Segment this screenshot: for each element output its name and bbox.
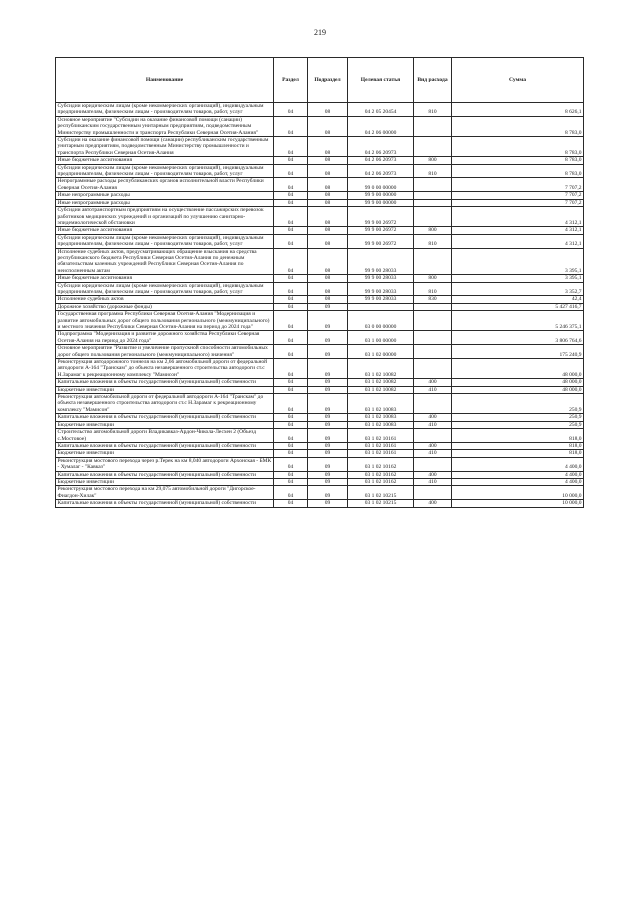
row-section: 04 bbox=[274, 471, 308, 478]
row-name: Капитальные вложения в объекты государственной (муниципальной) собственности bbox=[56, 379, 274, 386]
row-expense-type: 400 bbox=[414, 471, 452, 478]
row-expense-type: 810 bbox=[414, 282, 452, 296]
row-name: Реконструкция мостового перехода на км 29,075 автомобильной дороги "Дигорское-Фиагдон-Хилак" bbox=[56, 486, 274, 500]
row-expense-type bbox=[414, 192, 452, 199]
row-amount: 7 707,2 bbox=[452, 178, 584, 192]
row-expense-type bbox=[414, 394, 452, 414]
table-row bbox=[56, 157, 584, 164]
row-subsection: 08 bbox=[308, 282, 348, 296]
row-name: Бюджетные инвестиции bbox=[56, 478, 274, 485]
row-target-article: 03 1 02 10162 bbox=[348, 457, 414, 471]
row-subsection: 09 bbox=[308, 311, 348, 331]
row-target-article: 03 1 02 10161 bbox=[348, 429, 414, 443]
row-target-article: 03 1 02 10215 bbox=[348, 500, 414, 507]
row-expense-type: 400 bbox=[414, 500, 452, 507]
row-section: 04 bbox=[274, 421, 308, 428]
row-amount: 818,0 bbox=[452, 442, 584, 449]
row-subsection: 09 bbox=[308, 471, 348, 478]
row-expense-type: 810 bbox=[414, 234, 452, 248]
row-subsection: 09 bbox=[308, 394, 348, 414]
row-section: 04 bbox=[274, 311, 308, 331]
row-expense-type bbox=[414, 331, 452, 345]
row-name: Капитальные вложения в объекты государственной (муниципальной) собственности bbox=[56, 471, 274, 478]
row-target-article bbox=[348, 303, 414, 310]
row-target-article: 04 2 06 20973 bbox=[348, 137, 414, 157]
table-row bbox=[56, 296, 584, 303]
table-row bbox=[56, 457, 584, 471]
table-row bbox=[56, 386, 584, 393]
row-section: 04 bbox=[274, 345, 308, 359]
row-subsection: 09 bbox=[308, 379, 348, 386]
row-target-article: 03 0 00 00000 bbox=[348, 311, 414, 331]
row-name: Капитальные вложения в объекты государственной (муниципальной) собственности bbox=[56, 500, 274, 507]
row-section: 04 bbox=[274, 331, 308, 345]
table-row bbox=[56, 331, 584, 345]
row-subsection: 08 bbox=[308, 248, 348, 275]
row-amount: 250,9 bbox=[452, 394, 584, 414]
table-row bbox=[56, 275, 584, 282]
row-target-article: 04 2 06 00000 bbox=[348, 116, 414, 136]
row-name: Непрограммные расходы республиканских органов исполнительной власти Республики Северная Осетия-Алания bbox=[56, 178, 274, 192]
row-section: 04 bbox=[274, 429, 308, 443]
row-expense-type: 410 bbox=[414, 450, 452, 457]
table-row bbox=[56, 282, 584, 296]
row-subsection: 08 bbox=[308, 199, 348, 206]
row-name: Бюджетные инвестиции bbox=[56, 386, 274, 393]
row-subsection: 09 bbox=[308, 414, 348, 421]
row-section: 04 bbox=[274, 116, 308, 136]
row-section: 04 bbox=[274, 450, 308, 457]
row-expense-type: 800 bbox=[414, 275, 452, 282]
row-name: Реконструкция автодорожного тоннеля на км 2,66 автомобильной дороги от федеральной автодороги А-164 "Транскам" до объекта незавершенного строительства автодороги ст.с Н.Зарамаг к рекреационному комплексу "Мамисон" bbox=[56, 359, 274, 379]
row-section: 04 bbox=[274, 282, 308, 296]
row-name: Реконструкция автомобильной дороги от федеральной автодороги А-164 "Транскам" до объекта незавершенного строительства автодороги ст.с Н.Зарамаг к рекреационному комплексу "Мамисон" bbox=[56, 394, 274, 414]
row-expense-type bbox=[414, 116, 452, 136]
row-amount: 48 000,0 bbox=[452, 379, 584, 386]
row-expense-type: 800 bbox=[414, 157, 452, 164]
row-name: Капитальные вложения в объекты государственной (муниципальной) собственности bbox=[56, 442, 274, 449]
table-row bbox=[56, 116, 584, 136]
row-amount: 48 000,0 bbox=[452, 386, 584, 393]
row-name: Иные бюджетные ассигнования bbox=[56, 275, 274, 282]
table-row bbox=[56, 442, 584, 449]
row-name: Основное мероприятие "Субсидии на оказание финансовой помощи (санации) республиканским государственным унитарным предприятиям, подведомственным Министерству промышленности и транспорта Республики Северная Осетия-Алания" bbox=[56, 116, 274, 136]
row-subsection: 09 bbox=[308, 386, 348, 393]
row-amount: 10 000,0 bbox=[452, 486, 584, 500]
table-row bbox=[56, 429, 584, 443]
table-row bbox=[56, 500, 584, 507]
row-section: 04 bbox=[274, 296, 308, 303]
row-amount: 5 427 416,7 bbox=[452, 303, 584, 310]
row-section: 04 bbox=[274, 478, 308, 485]
row-section: 04 bbox=[274, 379, 308, 386]
row-amount: 175 240,9 bbox=[452, 345, 584, 359]
row-target-article: 03 1 02 10083 bbox=[348, 394, 414, 414]
row-section: 04 bbox=[274, 227, 308, 234]
row-target-article: 03 1 02 10082 bbox=[348, 359, 414, 379]
row-subsection: 08 bbox=[308, 157, 348, 164]
row-target-article: 04 2 06 20973 bbox=[348, 157, 414, 164]
row-name: Реконструкция мостового перехода через р.Терек на км 8,040 автодороги Архонская - БМК - Хумалаг - "Кавказ" bbox=[56, 457, 274, 471]
header-expense-type: Вид расхода bbox=[414, 58, 452, 103]
row-subsection: 08 bbox=[308, 164, 348, 178]
row-name: Подпрограмма "Модернизация и развитие дорожного хозяйства Республики Северная Осетия-Алания на период до 2024 года" bbox=[56, 331, 274, 345]
row-subsection: 08 bbox=[308, 207, 348, 227]
row-amount: 8 783,0 bbox=[452, 157, 584, 164]
row-expense-type bbox=[414, 457, 452, 471]
row-target-article: 04 2 06 20973 bbox=[348, 164, 414, 178]
row-amount: 3 806 764,6 bbox=[452, 331, 584, 345]
row-name: Субсидии юридическим лицам (кроме некоммерческих организаций), индивидуальным предпринимателям, физическим лицам - производителям товаров, работ, услуг bbox=[56, 282, 274, 296]
row-amount: 8 783,0 bbox=[452, 116, 584, 136]
row-name: Дорожное хозяйство (дорожные фонды) bbox=[56, 303, 274, 310]
row-subsection: 09 bbox=[308, 478, 348, 485]
row-expense-type: 400 bbox=[414, 379, 452, 386]
table-row bbox=[56, 486, 584, 500]
row-name: Иные непрограммные расходы bbox=[56, 199, 274, 206]
row-section: 04 bbox=[274, 394, 308, 414]
row-expense-type bbox=[414, 199, 452, 206]
row-target-article: 99 9 00 00000 bbox=[348, 192, 414, 199]
row-subsection: 08 bbox=[308, 116, 348, 136]
row-name: Основное мероприятие "Развитие и увеличение пропускной способности автомобильных дорог общего пользования регионального (межмуниципального) значения" bbox=[56, 345, 274, 359]
budget-table bbox=[55, 57, 584, 508]
row-subsection: 09 bbox=[308, 486, 348, 500]
row-amount: 3 395,1 bbox=[452, 248, 584, 275]
table-header-row bbox=[56, 58, 584, 103]
row-section: 04 bbox=[274, 103, 308, 117]
table-row bbox=[56, 311, 584, 331]
table-row bbox=[56, 359, 584, 379]
row-target-article: 99 9 00 28033 bbox=[348, 296, 414, 303]
table-row bbox=[56, 394, 584, 414]
row-amount: 8 783,0 bbox=[452, 137, 584, 157]
row-subsection: 09 bbox=[308, 442, 348, 449]
row-amount: 4 400,0 bbox=[452, 471, 584, 478]
row-expense-type: 800 bbox=[414, 227, 452, 234]
row-amount: 250,9 bbox=[452, 414, 584, 421]
row-amount: 818,0 bbox=[452, 429, 584, 443]
row-section: 04 bbox=[274, 500, 308, 507]
table-row bbox=[56, 234, 584, 248]
row-target-article: 04 2 05 20454 bbox=[348, 103, 414, 117]
table-row bbox=[56, 227, 584, 234]
row-section: 04 bbox=[274, 234, 308, 248]
row-expense-type bbox=[414, 137, 452, 157]
row-target-article: 99 9 00 28033 bbox=[348, 248, 414, 275]
row-amount: 8 626,1 bbox=[452, 103, 584, 117]
page-number: 219 bbox=[314, 28, 326, 37]
row-name: Строительство автомобильной дороги Владикавказ-Ардон-Чикола-Лесхен 2 (Объезд с.Мостовое) bbox=[56, 429, 274, 443]
row-target-article: 99 9 00 26972 bbox=[348, 207, 414, 227]
header-target-article: Целевая статья bbox=[348, 58, 414, 103]
row-amount: 7 707,2 bbox=[452, 192, 584, 199]
row-subsection: 08 bbox=[308, 103, 348, 117]
row-subsection: 09 bbox=[308, 303, 348, 310]
row-target-article: 99 9 00 00000 bbox=[348, 199, 414, 206]
row-target-article: 03 1 02 10082 bbox=[348, 386, 414, 393]
row-expense-type: 410 bbox=[414, 386, 452, 393]
row-target-article: 99 9 00 28033 bbox=[348, 282, 414, 296]
table-row bbox=[56, 421, 584, 428]
header-name: Наименование bbox=[56, 58, 274, 103]
row-expense-type bbox=[414, 486, 452, 500]
row-name: Бюджетные инвестиции bbox=[56, 421, 274, 428]
row-name: Субсидии юридическим лицам (кроме некоммерческих организаций), индивидуальным предпринимателям, физическим лицам - производителям товаров, работ, услуг bbox=[56, 103, 274, 117]
table-row bbox=[56, 164, 584, 178]
row-section: 04 bbox=[274, 457, 308, 471]
row-section: 04 bbox=[274, 248, 308, 275]
header-section: Раздел bbox=[274, 58, 308, 103]
row-subsection: 08 bbox=[308, 227, 348, 234]
table-row bbox=[56, 248, 584, 275]
row-section: 04 bbox=[274, 164, 308, 178]
header-subsection: Подраздел bbox=[308, 58, 348, 103]
row-section: 04 bbox=[274, 303, 308, 310]
row-subsection: 09 bbox=[308, 359, 348, 379]
row-target-article: 99 9 00 28033 bbox=[348, 275, 414, 282]
row-expense-type: 410 bbox=[414, 421, 452, 428]
row-section: 04 bbox=[274, 157, 308, 164]
row-expense-type bbox=[414, 311, 452, 331]
row-name: Исполнение судебных актов, предусматривающих обращение взыскания на средства республиканского бюджета Республики Северная Осетия-Алания по денежным обязательствам казенных учреждений Республики Северная Осетия-Алания по неисполненным актам bbox=[56, 248, 274, 275]
row-expense-type bbox=[414, 178, 452, 192]
table-row bbox=[56, 303, 584, 310]
row-section: 04 bbox=[274, 178, 308, 192]
row-subsection: 08 bbox=[308, 275, 348, 282]
row-section: 04 bbox=[274, 442, 308, 449]
row-section: 04 bbox=[274, 414, 308, 421]
row-name: Субсидии на оказание финансовой помощи (санации) республиканским государственным унитарным предприятиям, подведомственным Министерству промышленности и транспорта Республики Северная Осетия-Алания bbox=[56, 137, 274, 157]
row-name: Субсидии автотранспортным предприятиям на осуществление пассажирских перевозок работников медицинских учреждений и организаций по улучшению санитарно-эпидемиологической обстановки bbox=[56, 207, 274, 227]
row-expense-type: 400 bbox=[414, 414, 452, 421]
row-section: 04 bbox=[274, 199, 308, 206]
table-row bbox=[56, 478, 584, 485]
row-name: Субсидии юридическим лицам (кроме некоммерческих организаций), индивидуальным предпринимателям, физическим лицам - производителям товаров, работ, услуг bbox=[56, 234, 274, 248]
row-name: Бюджетные инвестиции bbox=[56, 450, 274, 457]
row-subsection: 09 bbox=[308, 500, 348, 507]
row-expense-type: 810 bbox=[414, 103, 452, 117]
row-expense-type: 410 bbox=[414, 478, 452, 485]
row-subsection: 09 bbox=[308, 331, 348, 345]
row-amount: 3 395,1 bbox=[452, 275, 584, 282]
row-amount: 3 352,7 bbox=[452, 282, 584, 296]
table-row bbox=[56, 471, 584, 478]
row-section: 04 bbox=[274, 137, 308, 157]
row-target-article: 99 9 00 26972 bbox=[348, 227, 414, 234]
row-amount: 250,9 bbox=[452, 421, 584, 428]
row-expense-type: 810 bbox=[414, 164, 452, 178]
row-expense-type bbox=[414, 429, 452, 443]
row-expense-type: 400 bbox=[414, 442, 452, 449]
row-amount: 4 312,1 bbox=[452, 234, 584, 248]
row-section: 04 bbox=[274, 486, 308, 500]
row-name: Иные бюджетные ассигнования bbox=[56, 157, 274, 164]
row-target-article: 03 1 02 10161 bbox=[348, 442, 414, 449]
row-name: Исполнение судебных актов bbox=[56, 296, 274, 303]
row-section: 04 bbox=[274, 359, 308, 379]
row-subsection: 08 bbox=[308, 137, 348, 157]
row-subsection: 08 bbox=[308, 234, 348, 248]
row-target-article: 03 1 00 00000 bbox=[348, 331, 414, 345]
row-subsection: 09 bbox=[308, 345, 348, 359]
row-expense-type bbox=[414, 345, 452, 359]
row-target-article: 03 1 02 10162 bbox=[348, 471, 414, 478]
row-amount: 7 707,2 bbox=[452, 199, 584, 206]
row-amount: 4 400,0 bbox=[452, 478, 584, 485]
table-row bbox=[56, 379, 584, 386]
row-target-article: 03 1 02 10215 bbox=[348, 486, 414, 500]
row-section: 04 bbox=[274, 192, 308, 199]
row-subsection: 09 bbox=[308, 450, 348, 457]
row-target-article: 99 0 00 00000 bbox=[348, 178, 414, 192]
row-subsection: 08 bbox=[308, 178, 348, 192]
row-subsection: 09 bbox=[308, 421, 348, 428]
row-expense-type bbox=[414, 207, 452, 227]
row-name: Иные непрограммные расходы bbox=[56, 192, 274, 199]
row-section: 04 bbox=[274, 386, 308, 393]
row-amount: 4 312,1 bbox=[452, 207, 584, 227]
row-target-article: 03 1 02 10083 bbox=[348, 414, 414, 421]
table-row bbox=[56, 414, 584, 421]
row-amount: 8 783,0 bbox=[452, 164, 584, 178]
table-row bbox=[56, 199, 584, 206]
row-subsection: 08 bbox=[308, 192, 348, 199]
row-subsection: 09 bbox=[308, 429, 348, 443]
row-target-article: 03 1 02 10083 bbox=[348, 421, 414, 428]
row-expense-type bbox=[414, 359, 452, 379]
header-amount: Сумма bbox=[452, 58, 584, 103]
table-row bbox=[56, 450, 584, 457]
table-row bbox=[56, 103, 584, 117]
table-row bbox=[56, 207, 584, 227]
row-name: Иные бюджетные ассигнования bbox=[56, 227, 274, 234]
row-amount: 42,4 bbox=[452, 296, 584, 303]
row-subsection: 09 bbox=[308, 457, 348, 471]
row-target-article: 03 1 02 00000 bbox=[348, 345, 414, 359]
table-row bbox=[56, 137, 584, 157]
row-amount: 10 000,0 bbox=[452, 500, 584, 507]
row-amount: 818,0 bbox=[452, 450, 584, 457]
row-target-article: 03 1 02 10161 bbox=[348, 450, 414, 457]
row-target-article: 03 1 02 10162 bbox=[348, 478, 414, 485]
row-target-article: 99 9 00 26972 bbox=[348, 234, 414, 248]
row-section: 04 bbox=[274, 275, 308, 282]
row-amount: 5 246 375,1 bbox=[452, 311, 584, 331]
row-expense-type bbox=[414, 248, 452, 275]
row-amount: 4 312,1 bbox=[452, 227, 584, 234]
row-name: Капитальные вложения в объекты государственной (муниципальной) собственности bbox=[56, 414, 274, 421]
table-row bbox=[56, 192, 584, 199]
row-name: Государственная программа Республики Северная Осетия-Алания "Модернизация и развитие автомобильных дорог общего пользования регионального (межмуниципального) и местного значения Республики Северная Осетия-Алания на период до 2024 года" bbox=[56, 311, 274, 331]
row-name: Субсидии юридическим лицам (кроме некоммерческих организаций), индивидуальным предпринимателям, физическим лицам - производителям товаров, работ, услуг bbox=[56, 164, 274, 178]
row-expense-type: 830 bbox=[414, 296, 452, 303]
table-row bbox=[56, 178, 584, 192]
row-amount: 4 400,0 bbox=[452, 457, 584, 471]
row-subsection: 08 bbox=[308, 296, 348, 303]
row-amount: 48 000,0 bbox=[452, 359, 584, 379]
table-row bbox=[56, 345, 584, 359]
row-expense-type bbox=[414, 303, 452, 310]
row-target-article: 03 1 02 10082 bbox=[348, 379, 414, 386]
row-section: 04 bbox=[274, 207, 308, 227]
